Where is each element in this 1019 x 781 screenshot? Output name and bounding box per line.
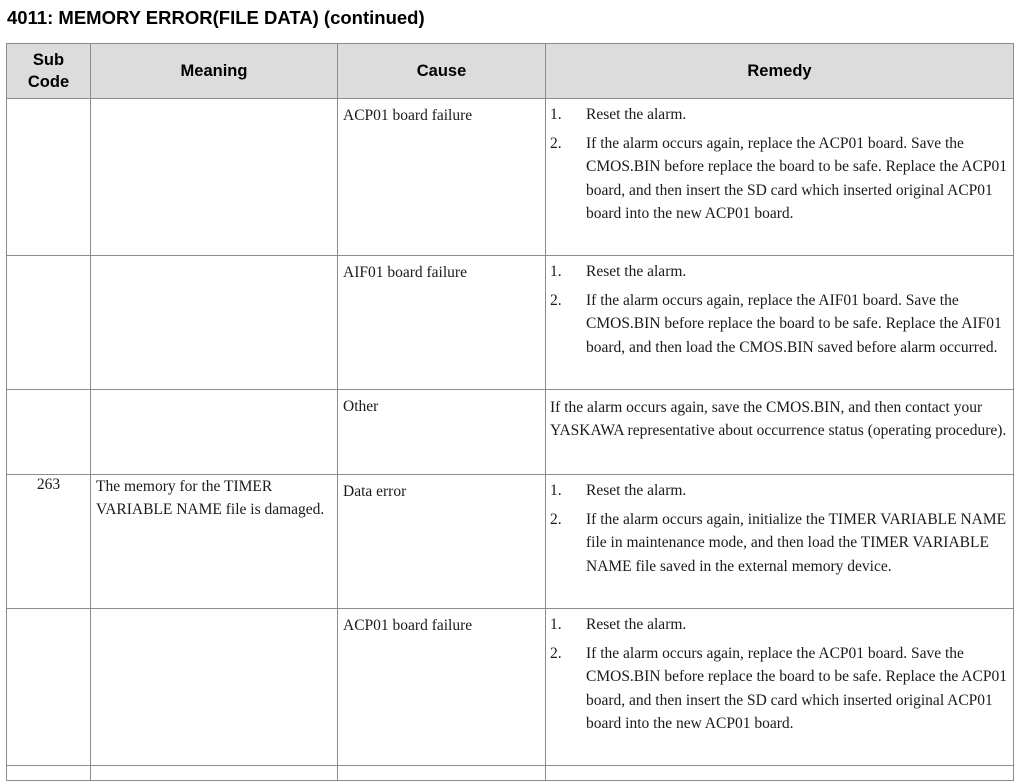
cause-cell: ACP01 board failure	[338, 609, 546, 766]
step-number: 1.	[550, 616, 562, 633]
step-text: Reset the alarm.	[586, 263, 687, 280]
step-number: 2.	[550, 510, 562, 528]
meaning-cell	[91, 609, 338, 766]
sub-code-cell: 263	[7, 475, 91, 609]
header-meaning: Meaning	[91, 44, 338, 99]
header-remedy: Remedy	[546, 44, 1014, 99]
remedy-cell	[546, 766, 1014, 781]
sub-code-cell	[7, 390, 91, 475]
step-number: 2.	[550, 134, 562, 152]
remedy-step	[550, 289, 1009, 360]
error-table	[6, 43, 1014, 781]
table-row	[7, 256, 1014, 390]
step-number: 1.	[550, 106, 562, 123]
step-number: 1.	[550, 263, 562, 280]
table-row	[7, 390, 1014, 475]
remedy-step	[550, 479, 1009, 503]
meaning-cell	[91, 390, 338, 475]
table-header-row	[7, 44, 1014, 99]
remedy-cell	[546, 475, 1014, 609]
remedy-step	[550, 260, 1009, 284]
step-text: If the alarm occurs again, replace the AIF01 board. Save the CMOS.BIN before replace the board to be safe. Replace the AIF01 board, and then load the CMOS.BIN saved before alarm occurred.	[586, 291, 1002, 356]
meaning-cell	[91, 256, 338, 390]
sub-code-cell	[7, 609, 91, 766]
remedy-step	[550, 103, 1009, 127]
sub-code-cell	[7, 256, 91, 390]
step-text: If the alarm occurs again, replace the ACP01 board. Save the CMOS.BIN before replace the board to be safe. Replace the ACP01 board, and then insert the SD card which inserted original ACP01 board into the new ACP01 board.	[586, 134, 1007, 222]
cause-cell: ACP01 board failure	[338, 99, 546, 256]
remedy-cell	[546, 390, 1014, 475]
cause-cell	[338, 766, 546, 781]
meaning-cell: The memory for the TIMER VARIABLE NAME file is damaged.	[91, 475, 338, 609]
step-text: If the alarm occurs again, initialize the TIMER VARIABLE NAME file in maintenance mode, and then load the TIMER VARIABLE NAME file saved in the external memory device.	[586, 510, 1007, 575]
remedy-cell	[546, 256, 1014, 390]
step-number: 2.	[550, 644, 562, 662]
remedy-step	[550, 132, 1009, 226]
remedy-cell	[546, 609, 1014, 766]
cause-cell: Data error	[338, 475, 546, 609]
cause-cell: AIF01 board failure	[338, 256, 546, 390]
step-text: Reset the alarm.	[586, 482, 687, 499]
sub-code-cell	[7, 99, 91, 256]
page-title: 4011: MEMORY ERROR(FILE DATA) (continued)	[7, 7, 425, 28]
step-text: If the alarm occurs again, replace the ACP01 board. Save the CMOS.BIN before replace the board to be safe. Replace the ACP01 board, and then insert the SD card which inserted original ACP01 board into the new ACP01 board.	[586, 644, 1007, 732]
table-row	[7, 99, 1014, 256]
cause-cell: Other	[338, 390, 546, 475]
step-number: 1.	[550, 482, 562, 499]
remedy-step	[550, 508, 1009, 579]
header-cause: Cause	[338, 44, 546, 99]
remedy-cell	[546, 99, 1014, 256]
remedy-text: If the alarm occurs again, save the CMOS.BIN, and then contact your YASKAWA representative about occurrence status (operating procedure).	[550, 399, 1007, 439]
table-row	[7, 766, 1014, 781]
sub-code-cell	[7, 766, 91, 781]
table-row	[7, 475, 1014, 609]
meaning-cell	[91, 99, 338, 256]
meaning-cell	[91, 766, 338, 781]
step-number: 2.	[550, 291, 562, 309]
table-row	[7, 609, 1014, 766]
step-text: Reset the alarm.	[586, 106, 687, 123]
step-text: Reset the alarm.	[586, 616, 687, 633]
header-sub-code: Sub Code	[7, 44, 91, 99]
remedy-step	[550, 642, 1009, 736]
remedy-step	[550, 613, 1009, 637]
